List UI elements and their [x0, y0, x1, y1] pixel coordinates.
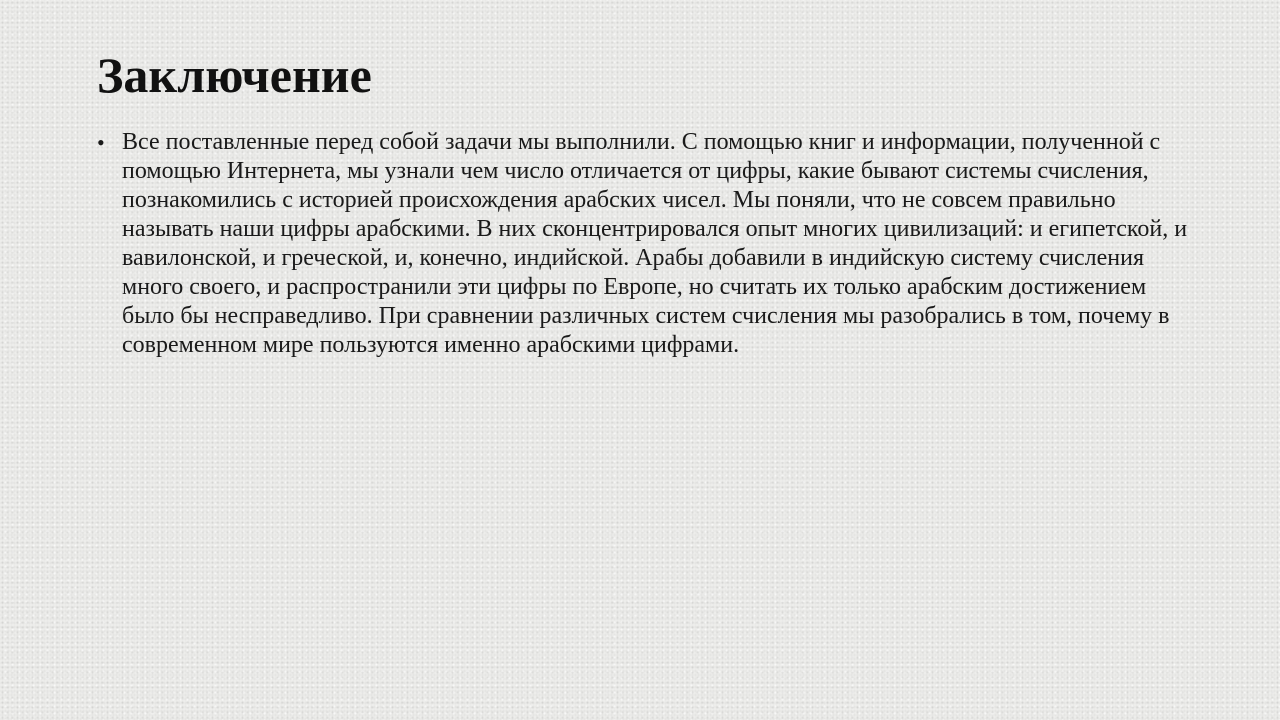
bullet-item — [97, 128, 1197, 360]
bullet-list — [97, 128, 1197, 360]
bullet-marker: • — [97, 130, 105, 155]
bullet-text: Все поставленные перед собой задачи мы выполнили. С помощью книг и информации, полученной с помощью Интернета, мы узнали чем число отличается от цифры, какие бывают системы счисления, познакомились с историей происхождения арабских чисел. Мы поняли, что не совсем правильно называть наши цифры арабскими. В них сконцентрировался опыт многих цивилизаций: и египетской, и вавилонской, и греческой, и, конечно, индийской. Арабы добавили в индийскую систему счисления много своего, и распространили эти цифры по Европе, но считать их только арабским достижением было бы несправедливо. При сравнении различных систем счисления мы разобрались в том, почему в современном мире пользуются именно арабскими цифрами. — [122, 129, 1188, 358]
slide-title: Заключение — [97, 47, 372, 103]
